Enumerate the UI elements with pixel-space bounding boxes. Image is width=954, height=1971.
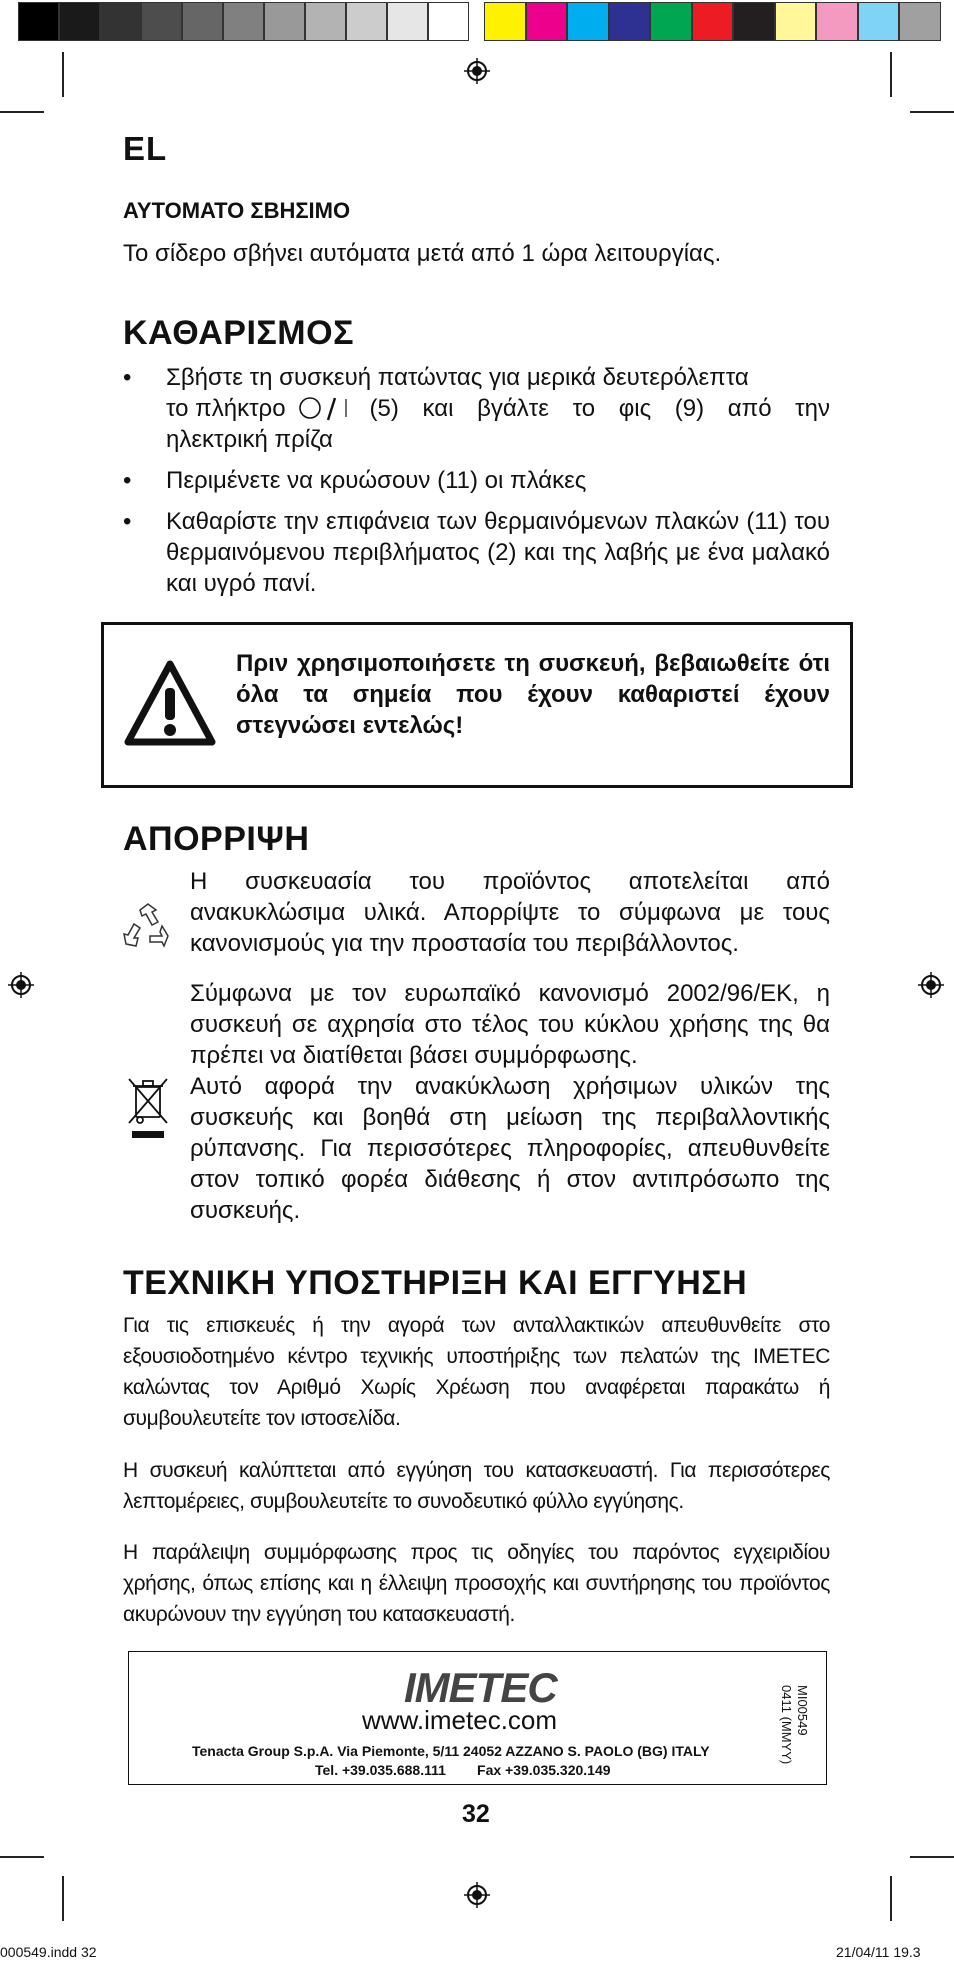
crop-mark: [910, 1856, 954, 1858]
gray-swatch: [428, 2, 469, 41]
color-swatch: [733, 2, 775, 41]
gray-swatch: [223, 2, 264, 41]
cleaning-item-1-post: (5) και βγάλτε το φις (9) από την: [369, 395, 830, 422]
crop-mark: [62, 1876, 64, 1921]
color-swatch: [650, 2, 692, 41]
crop-mark: [890, 52, 892, 97]
company-phone-fax: Tel. +39.035.688.111 Fax +39.035.320.149: [315, 1762, 611, 1778]
gray-swatch: [100, 2, 141, 41]
color-swatch: [484, 2, 526, 41]
cleaning-item-1-line-2: [166, 393, 830, 424]
support-heading: ΤΕΧΝΙΚΗ ΥΠΟΣΤΗΡΙΞΗ ΚΑΙ ΕΓΓΥΗΣΗ: [123, 1264, 748, 1302]
color-swatch: [526, 2, 568, 41]
document-code: MI00549 0411 (MMYY): [779, 1685, 810, 1765]
cleaning-item-1-pre: το πλήκτρο: [166, 395, 286, 422]
crop-mark: [0, 111, 44, 113]
registration-mark-icon: [464, 1882, 490, 1908]
support-void-text: Η παράλειψη συμμόρφωσης προς τις οδηγίες του παρόντος εγχειριδίου χρήσης, όπως επίσης και η έλλειψη προσοχής και συντήρησης του προϊόντος ακυρώνουν την εγγύηση του κατασκευαστή.: [123, 1541, 830, 1626]
color-swatch: [858, 2, 900, 41]
support-warranty-text: Η συσκευή καλύπτεται από εγγύηση του κατασκευαστή. Για περισσότερες λεπτομέρειες, συμβουλευτείτε το συνοδευτικό φύλλο εγγύησης.: [123, 1459, 830, 1513]
gray-swatch: [182, 2, 223, 41]
crop-mark: [0, 1856, 44, 1858]
bullet: •: [123, 467, 132, 494]
cleaning-item-1-line-3: ηλεκτρική πρίζα: [166, 426, 333, 453]
cleaning-heading: ΚΑΘΑΡΙΣΜΟΣ: [123, 314, 354, 352]
disposal-heading: ΑΠΟΡΡΙΨΗ: [123, 820, 310, 858]
registration-mark-icon: [464, 58, 490, 84]
weee-crossed-bin-icon: [125, 1075, 171, 1141]
page-number: 32: [462, 1800, 490, 1828]
auto-off-heading: ΑΥΤΟΜΑΤΟ ΣΒΗΣΙΜΟ: [123, 198, 351, 223]
recycle-icon: [122, 900, 174, 952]
gray-swatch: [346, 2, 387, 41]
disposal-regulation-text: Σύμφωνα με τον ευρωπαϊκό κανονισμό 2002/96/ΕΚ, η συσκευή σε αχρησία στο τέλος του κύκλου χρήσης της θα πρέπει να διατίθεται βάσει συμμόρφωσης.: [190, 980, 830, 1069]
power-toggle-icon: [298, 395, 356, 423]
file-slug: 000549.indd 32: [0, 1944, 97, 1960]
gray-swatch: [18, 2, 59, 41]
bullet: •: [123, 508, 132, 535]
gray-swatch: [141, 2, 182, 41]
cleaning-item-2: Περιμένετε να κρυώσουν (11) οι πλάκες: [166, 467, 587, 494]
cleaning-item-1-line-1: Σβήστε τη συσκευή πατώντας για μερικά δευτερόλεπτα: [166, 364, 749, 391]
registration-mark-icon: [8, 972, 34, 998]
imetec-logo: IMETEC: [404, 1664, 557, 1711]
date-slug: 21/04/11 19.3: [836, 1944, 921, 1960]
color-swatch: [775, 2, 817, 41]
gray-swatch: [264, 2, 305, 41]
auto-off-text: Το σίδερο σβήνει αυτόματα μετά από 1 ώρα λειτουργίας.: [123, 240, 722, 267]
cleaning-item-3: Καθαρίστε την επιφάνεια των θερμαινόμενων πλακών (11) του θερμαινόμενου περιβλήματος (2) και της λαβής με ένα μαλακό και υγρό πανί.: [166, 508, 830, 597]
disposal-recycling-text: Αυτό αφορά την ανακύκλωση χρήσιμων υλικών της συσκευής και βοηθά στη μείωση της περιβαλλοντικής ρύπανσης. Για περισσότερες πληροφορίες, απευθυνθείτε στον τοπικό φορέα διάθεσης ή στον αντιπρόσωπο της συσκευής.: [190, 1073, 830, 1224]
crop-mark: [910, 111, 954, 113]
color-swatch: [567, 2, 609, 41]
disposal-packaging-text: Η συσκευασία του προϊόντος αποτελείται από ανακυκλώσιμα υλικά. Απορρίψτε το σύμφωνα με τους κανονισμούς για την προστασία του περιβάλλοντος.: [190, 868, 830, 957]
warning-text: Πριν χρησιμοποιήσετε τη συσκευή, βεβαιωθείτε ότι όλα τα σημεία που έχουν καθαριστεί έχουν στεγνώσει εντελώς!: [236, 650, 830, 739]
gray-swatch: [59, 2, 100, 41]
warning-triangle-icon: [122, 658, 218, 748]
support-repairs-text: Για τις επισκευές ή την αγορά των ανταλλακτικών απευθυνθείτε στο εξουσιοδοτημένο κέντρο τεχνικής υποστήριξης των πελατών της IMETEC καλώντας τον Αριθμό Χωρίς Χρέωση που αναφέρεται παρακάτω ή συμβουλευτείτε τον ιστοσελίδα.: [123, 1314, 830, 1430]
bullet: •: [123, 364, 132, 391]
color-swatch: [899, 2, 941, 41]
color-swatch: [692, 2, 734, 41]
company-address: Tenacta Group S.p.A. Via Piemonte, 5/11 24052 AZZANO S. PAOLO (BG) ITALY: [192, 1743, 710, 1759]
registration-mark-icon: [918, 972, 944, 998]
color-swatch: [816, 2, 858, 41]
crop-mark: [62, 52, 64, 97]
crop-mark: [890, 1876, 892, 1921]
gray-swatch: [305, 2, 346, 41]
language-code: EL: [123, 130, 168, 167]
gray-swatch: [387, 2, 428, 41]
website-url: www.imetec.com: [362, 1705, 558, 1735]
color-swatch: [609, 2, 651, 41]
